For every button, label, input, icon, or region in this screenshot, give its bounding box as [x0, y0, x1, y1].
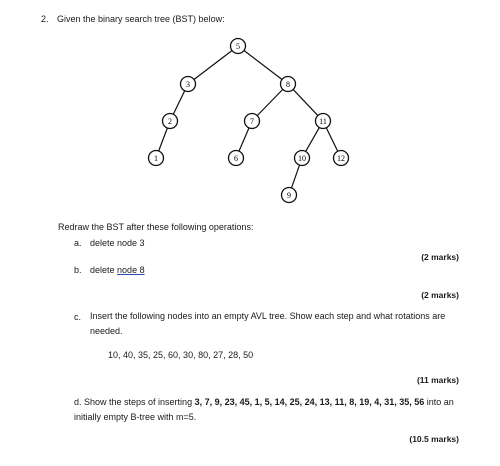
tree-node-7	[245, 114, 260, 129]
item-b-marks: (2 marks)	[421, 290, 459, 300]
tree-edge-8-7	[257, 89, 283, 115]
item-d-prefix: d. Show the steps of inserting	[74, 397, 195, 407]
tree-edge-10-9	[291, 165, 299, 188]
tree-node-3	[181, 77, 196, 92]
tree-node-label: 8	[286, 80, 290, 89]
tree-edge-8-11	[293, 89, 318, 115]
tree-node-label: 9	[287, 191, 291, 200]
tree-node-label: 11	[319, 117, 327, 126]
item-c-marks: (11 marks)	[416, 375, 459, 385]
question-number: 2.	[41, 14, 49, 24]
tree-nodes	[149, 39, 349, 203]
tree-node-label: 10	[298, 154, 306, 163]
tree-edge-5-8	[244, 51, 282, 80]
tree-node-11	[316, 114, 331, 129]
item-a-text: delete node 3	[90, 238, 145, 248]
bst-diagram	[0, 0, 500, 210]
tree-node-6	[229, 151, 244, 166]
tree-node-12	[334, 151, 349, 166]
item-a-letter: a.	[74, 238, 82, 248]
tree-edge-3-2	[173, 91, 184, 115]
item-d-suffix: into an initially empty B-tree with m=5.	[74, 397, 454, 422]
item-d-text	[74, 395, 466, 425]
tree-node-5	[231, 39, 246, 54]
item-b-letter: b.	[74, 265, 82, 275]
tree-node-label: 5	[236, 42, 240, 51]
item-b-node-link[interactable]: node 8	[117, 265, 145, 275]
tree-node-label: 2	[168, 117, 172, 126]
item-a-marks: (2 marks)	[421, 252, 459, 262]
tree-node-8	[281, 77, 296, 92]
item-c-sequence: 10, 40, 35, 25, 60, 30, 80, 27, 28, 50	[108, 350, 254, 360]
item-c-text: Insert the following nodes into an empty AVL tree. Show each step and what rotations are needed.	[90, 311, 446, 336]
tree-node-1	[149, 151, 164, 166]
tree-node-2	[163, 114, 178, 129]
tree-edge-7-6	[239, 128, 249, 151]
item-b-text	[90, 265, 145, 275]
tree-node-9	[282, 188, 297, 203]
item-b-prefix: delete	[90, 265, 115, 275]
tree-edge-2-1	[159, 128, 168, 151]
tree-node-label: 12	[337, 154, 345, 163]
tree-node-label: 1	[154, 154, 158, 163]
item-d-sequence: 3, 7, 9, 23, 45, 1, 5, 14, 25, 24, 13, 11, 8, 19, 4, 31, 35, 56	[194, 397, 425, 407]
tree-node-label: 7	[250, 117, 254, 126]
item-c-letter: c.	[74, 312, 82, 322]
redraw-instruction: Redraw the BST after these following operations:	[58, 222, 254, 232]
question-prompt: Given the binary search tree (BST) below:	[57, 14, 225, 24]
tree-edge-5-3	[194, 51, 232, 80]
item-d-marks: (10.5 marks)	[409, 434, 459, 444]
tree-edge-11-12	[326, 128, 337, 152]
tree-node-label: 3	[186, 80, 190, 89]
tree-edge-11-10	[306, 128, 320, 152]
tree-node-label: 6	[234, 154, 238, 163]
tree-node-10	[295, 151, 310, 166]
